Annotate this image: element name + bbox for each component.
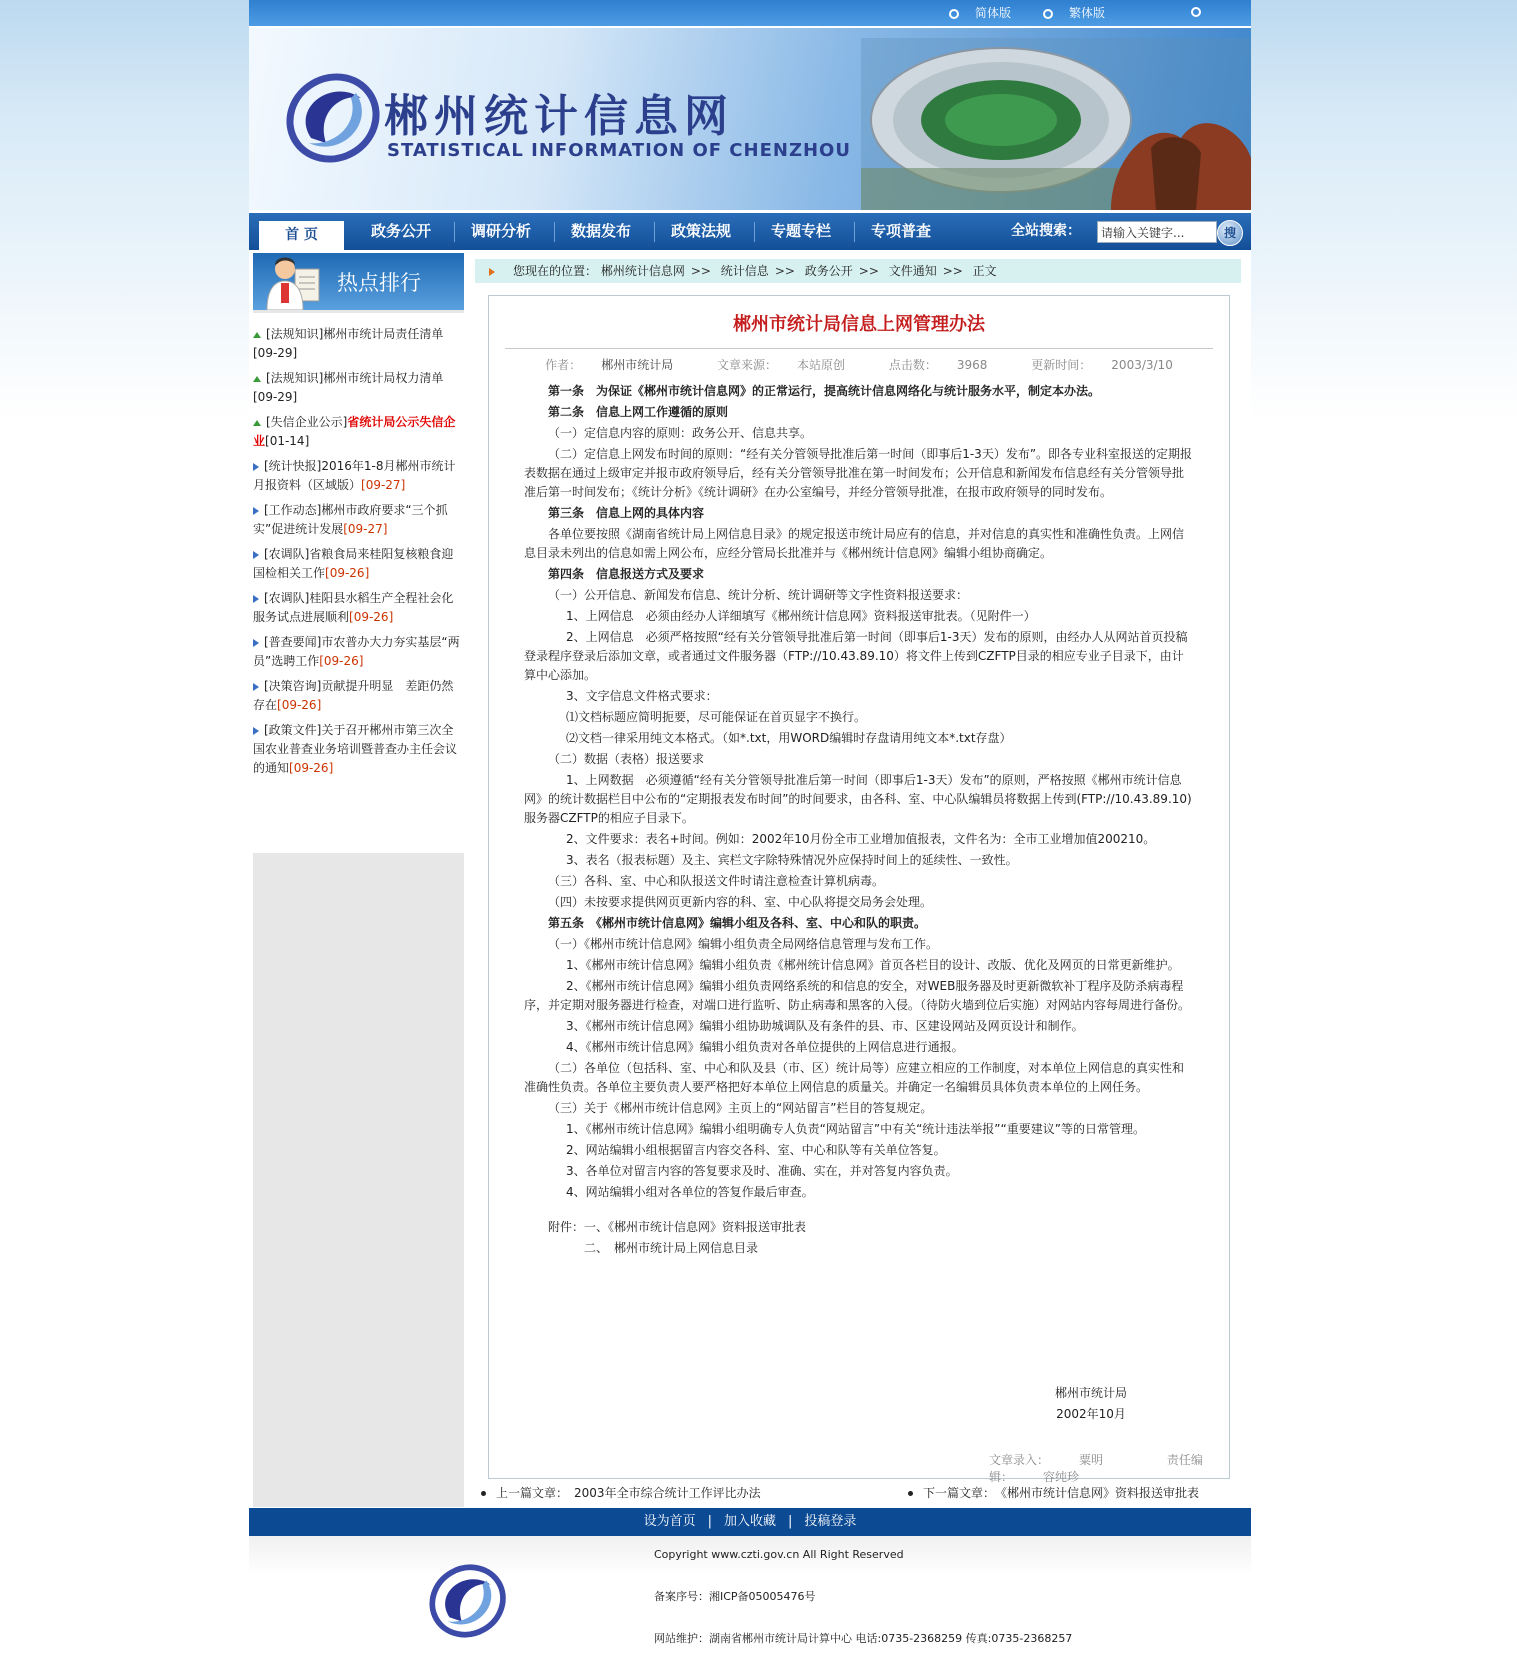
bullet-icon xyxy=(253,683,259,691)
nav-item-data-release[interactable]: 数据发布 xyxy=(571,222,632,240)
circle-icon xyxy=(1043,9,1053,19)
bullet-icon xyxy=(253,507,259,515)
arrow-icon xyxy=(489,268,495,276)
sidebar xyxy=(253,253,464,1507)
bullet-icon xyxy=(253,420,261,426)
bullet-icon xyxy=(908,1491,913,1496)
hot-list xyxy=(253,313,464,853)
next-article-link[interactable]: 下一篇文章： 《郴州市统计信息网》资料报送审批表 xyxy=(908,1484,1199,1501)
list-item[interactable]: [农调队]桂阳县水稻生产全程社会化服务试点进展顺利[09-26] xyxy=(253,591,454,624)
list-item[interactable]: [普查要闻]市农普办大力夯实基层“两员”选聘工作[09-26] xyxy=(253,635,460,668)
article-meta: 作者： 郴州市统计局 文章来源： 本站原创 点击数： 3968 更新时间： 2003/3/10 xyxy=(545,358,1173,372)
traditional-link[interactable]: 繁体版 xyxy=(1043,4,1105,21)
signature: 郴州市统计局 2002年10月 xyxy=(1055,1386,1128,1421)
editors-line: 文章录入： 粟明 责任编辑： 容纯珍 xyxy=(989,1453,1203,1484)
breadcrumb-item[interactable]: 政务公开 xyxy=(804,264,853,278)
icp-number: 备案序号：湘ICP备05005476号 xyxy=(654,1590,816,1603)
stadium-image xyxy=(861,38,1251,210)
hot-ranking-header xyxy=(253,253,464,310)
nav-item-policy[interactable]: 政策法规 xyxy=(671,222,732,240)
breadcrumb-item[interactable]: 郴州统计信息网 xyxy=(600,264,685,278)
nav-item-special-topics[interactable]: 专题专栏 xyxy=(771,222,832,240)
main-nav xyxy=(249,213,1251,250)
simplified-link[interactable]: 简体版 xyxy=(949,4,1011,21)
bullet-icon xyxy=(253,639,259,647)
nav-home[interactable]: 首 页 xyxy=(259,221,344,250)
search-label: 全站搜索： xyxy=(1011,223,1081,239)
add-favorite-link[interactable]: 加入收藏 xyxy=(723,1514,776,1529)
list-item[interactable]: [政策文件]关于召开郴州市第三次全国农业普查业务培训暨普查办主任会议的通知[09-26] xyxy=(253,723,458,775)
nav-separator xyxy=(754,222,755,242)
footer-logo-icon xyxy=(423,1560,509,1642)
search-button[interactable]: 搜 xyxy=(1217,220,1243,246)
bullet-icon xyxy=(253,376,261,382)
prev-article-link[interactable]: 上一篇文章： 2003年全市综合统计工作评比办法 xyxy=(481,1484,761,1501)
site-subtitle: STATISTICAL INFORMATION OF CHENZHOU xyxy=(387,140,851,161)
breadcrumb-item[interactable]: 统计信息 xyxy=(720,264,769,278)
hot-ranking-title: 热点排行 xyxy=(337,271,421,295)
bullet-icon xyxy=(253,551,259,559)
site-logo-icon xyxy=(281,68,381,168)
nav-separator xyxy=(654,222,655,242)
site-title: 郴州统计信息网 xyxy=(384,91,734,142)
nav-separator xyxy=(454,222,455,242)
top-bar xyxy=(249,0,1251,26)
doctor-avatar-icon xyxy=(265,255,321,310)
bullet-icon xyxy=(481,1491,486,1496)
copyright: Copyright www.czti.gov.cn All Right Reserved xyxy=(654,1548,904,1561)
breadcrumb-label: 您现在的位置： xyxy=(513,264,598,278)
list-item[interactable]: [工作动态]郴州市政府要求“三个抓实”促进统计发展[09-27] xyxy=(253,503,448,536)
bullet-icon xyxy=(253,595,259,603)
search-input[interactable] xyxy=(1097,221,1217,243)
list-item[interactable]: [统计快报]2016年1-8月郴州市统计月报资料（区域版）[09-27] xyxy=(253,459,456,492)
list-item[interactable]: [法规知识]郴州市统计局责任清单 [09-29] xyxy=(253,327,444,360)
bullet-icon xyxy=(253,463,259,471)
breadcrumb-item[interactable]: 文件通知 xyxy=(888,264,937,278)
footer xyxy=(249,1536,1251,1660)
list-item[interactable]: [决策咨询]贡献提升明显 差距仍然存在[09-26] xyxy=(253,679,454,712)
list-item[interactable]: [农调队]省粮食局来桂阳复核粮食迎国检相关工作[09-26] xyxy=(253,547,454,580)
bullet-icon xyxy=(253,332,261,338)
set-home-link[interactable]: 设为首页 xyxy=(643,1514,696,1529)
breadcrumb: 您现在的位置： 郴州统计信息网 >> 统计信息 >> 政务公开 >> 文件通知 >> 正文 xyxy=(475,259,1241,283)
bullet-icon xyxy=(253,727,259,735)
nav-item-census[interactable]: 专项普查 xyxy=(871,222,932,240)
list-item[interactable]: [失信企业公示]省统计局公示失信企业[01-14] xyxy=(253,415,456,448)
list-item[interactable]: [法规知识]郴州市统计局权力清单 [09-29] xyxy=(253,371,444,404)
banner xyxy=(249,28,1251,210)
article-body: 第一条 为保证《郴州市统计信息网》的正常运行，提高统计信息网络化与统计服务水平，制定本办法。 第二条 信息上网工作遵循的原则 （一）定信息内容的原则：政务公开、信息共享。 （二）定信息上网发布时间的原则：“经有关分管领导批准后第一时间（即事后1-3天）发布”。即各专业科室报送的定期报表数据在通过上级审定并报市政府领导后，经有关分管领导批准在第一时间发布；公开信息和新闻发布信息经有关分管领导批准后第一时间发布；《统计分析》《统计调研》在办公室编号，并经分管领导批准，在报市政府领导的同时发布。 第三条 信息上网的具体内容 各单位要按照《湖南省统计局上网信息目录》的规定报送市统计局应有的信息，并对信息的真实性和准确性负责。上网信息目录未列出的信息如需上网公布，应经分管局长批准并与《郴州统计信息网》编辑小组协商确定。 第四条 信息报送方式及要求 （一）公开信息、新闻发布信息、统计分析、统计调研等文字性资料报送要求： 1、上网信息 必须由经办人详细填写《郴州统计信息网》资料报送审批表。（见附件一） 2、上网信息 必须严格按照“经有关分管领导批准后第一时间（即事后1-3天）发布的原则，由经办人从网站首页投稿登录程序登录后添加文章，或者通过文件服务器（FTP://10.43.89.10）将文件上传到CZFTP目录的相应专业子目录下，由计算中心添加。 3、文字信息文件格式要求： ⑴文档标题应简明扼要，尽可能保证在首页显字不换行。 ⑵文档一律采用纯文本格式。（如*.txt，用WORD编辑时存盘请用纯文本*.txt存盘） （二）数据（表格）报送要求 1、上网数据 必须遵循“经有关分管领导批准后第一时间（即事后1-3天）发布”的原则，严格按照《郴州市统计信息网》的统计数据栏目中公布的“定期报表发布时间”的时间要求，由各科、室、中心队编辑员将数据上传到(FTP://10.43.89.10)服务器CZFTP的相应子目录下。 2、文件要求：表名+时间。例如：2002年10月份全市工业增加值报表，文件名为：全市工业增加值200210。 3、表名（报表标题）及主、宾栏文字除特殊情况外应保持时间上的延续性、一致性。 （三）各科、室、中心和队报送文件时请注意检查计算机病毒。 （四）未按要求提供网页更新内容的科、室、中心队将提交局务会处理。 第五条 《郴州市统计信息网》编辑小组及各科、室、中心和队的职责。 （一）《郴州市统计信息网》编辑小组负责全局网络信息管理与发布工作。 1、《郴州市统计信息网》编辑小组负责《郴州统计信息网》首页各栏目的设计、改版、优化及网页的日常更新维护。 2、《郴州市统计信息网》编辑小组负责网络系统的和信息的安全，对WEB服务器及时更新微软补丁程序及防杀病毒程序，并定期对服务器进行检查，对端口进行监听、防止病毒和黑客的入侵。（待防火墙到位后实施）对网站内容每周进行备份。 3、《郴州市统计信息网》编辑小组协助城调队及有条件的县、市、区建设网站及网页设计和制作。 4、《郴州市统计信息网》编辑小组负责对各单位提供的上网信息进行通报。 （二）各单位（包括科、室、中心和队及县（市、区）统计局等）应建立相应的工作制度，对本单位上网信息的真实性和准确性负责。各单位主要负责人要严格把好本单位上网信息的质量关。并确定一名编辑员具体负责本单位的上网任务。 （三）关于《郴州市统计信息网》主页上的“网站留言”栏目的答复规定。 1、《郴州市统计信息网》编辑小组明确专人负责“网站留言”中有关“统计违法举报”“重要建议”等的日常管理。 2、网站编辑小组根据留言内容交各科、室、中心和队等有关单位答复。 3、各单位对留言内容的答复要求及时、准确、实在，并对答复内容负责。 4、网站编辑小组对各单位的答复作最后审查。 附件：一、《郴州市统计信息网》资料报送审批表 二、 郴州市统计局上网信息目录 xyxy=(524,384,1193,1255)
nav-separator xyxy=(554,222,555,242)
submit-login-link[interactable]: 投稿登录 xyxy=(804,1514,857,1529)
article-title: 郴州市统计局信息上网管理办法 xyxy=(733,314,985,335)
maintenance-info: 网站维护：湖南省郴州市统计局计算中心 电话:0735-2368259 传真:0735-2368257 xyxy=(654,1632,1073,1645)
page xyxy=(249,0,1251,1660)
footer-links: 设为首页 | 加入收藏 | 投稿登录 xyxy=(249,1508,1251,1536)
nav-item-gov-affairs[interactable]: 政务公开 xyxy=(371,222,432,240)
circle-icon xyxy=(949,9,959,19)
article xyxy=(488,295,1230,1484)
nav-item-research[interactable]: 调研分析 xyxy=(471,222,532,240)
breadcrumb-item: 正文 xyxy=(972,264,997,278)
divider xyxy=(505,348,1213,349)
circle-icon xyxy=(1191,4,1217,18)
nav-separator xyxy=(854,222,855,242)
